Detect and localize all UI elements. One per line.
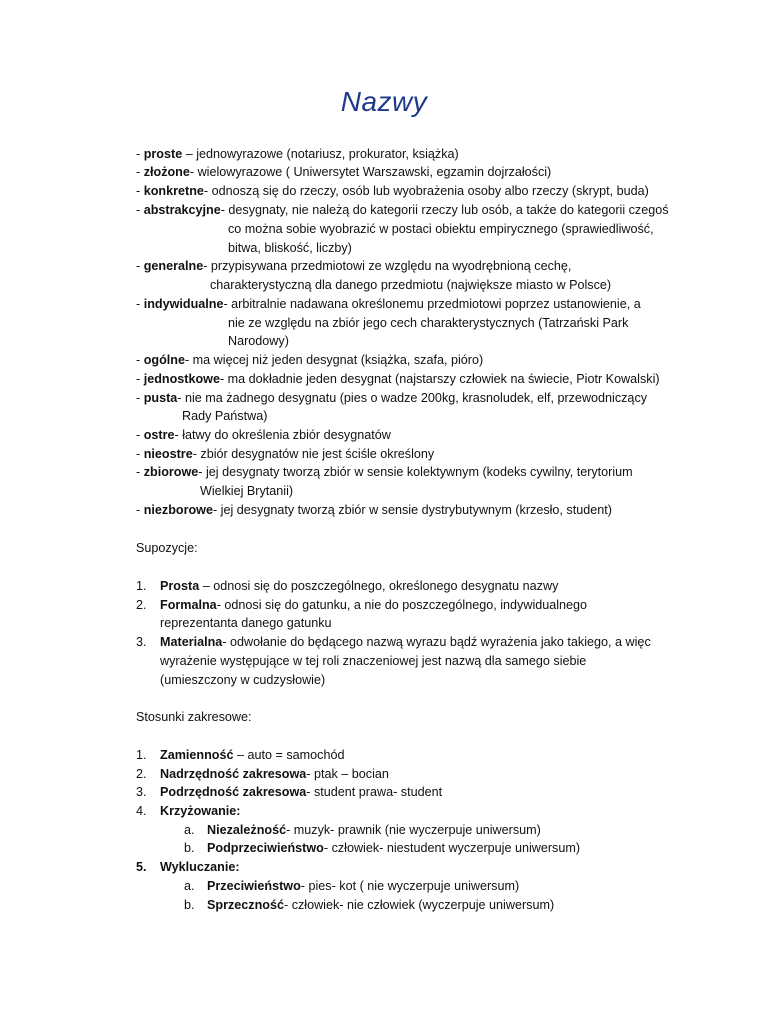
term-continuation: nie ze względu na zbiór jego cech charakterystycznych (Tatrzański Park xyxy=(228,316,629,330)
term-continuation: Narodowy) xyxy=(228,334,289,348)
sublist-letter: a. xyxy=(184,879,195,893)
item-term: Sprzeczność xyxy=(207,898,284,912)
list-number: 2. xyxy=(136,767,147,781)
list-item: Nadrzędność zakresowa- ptak – bocian xyxy=(160,767,389,781)
list-item-continuation: (umieszczony w cudzysłowie) xyxy=(160,673,326,687)
section-heading-supozycje: Supozycje: xyxy=(136,541,198,555)
term-line: - pusta- nie ma żadnego desygnatu (pies o wadze 200kg, krasnoludek, elf, przewodniczący xyxy=(136,391,648,405)
term-name: niezborowe xyxy=(143,503,213,517)
item-term: Formalna xyxy=(160,598,217,612)
term-line: - ostre- łatwy do określenia zbiór desygnatów xyxy=(136,428,391,442)
list-item: Zamienność – auto = samochód xyxy=(160,748,345,762)
item-term: Nadrzędność zakresowa xyxy=(160,767,307,781)
term-line: - jednostkowe- ma dokładnie jeden desygnat (najstarszy człowiek na świecie, Piotr Kowalski) xyxy=(136,372,660,386)
term-line: - generalne- przypisywana przedmiotowi ze względu na wyodrębnioną cechę, xyxy=(136,259,572,273)
sublist-item: Sprzeczność- człowiek- nie człowiek (wyczerpuje uniwersum) xyxy=(207,898,555,912)
term-name: konkretne xyxy=(143,184,204,198)
term-name: ogólne xyxy=(143,353,185,367)
sublist-item: Przeciwieństwo- pies- kot ( nie wyczerpuje uniwersum) xyxy=(207,879,520,893)
term-name: indywidualne xyxy=(143,297,224,311)
sublist-letter: a. xyxy=(184,823,195,837)
term-name: pusta xyxy=(143,391,178,405)
section-heading-stosunki: Stosunki zakresowe: xyxy=(136,710,252,724)
term-continuation: charakterystyczną dla danego przedmiotu (największe miasto w Polsce) xyxy=(210,278,612,292)
item-term: Zamienność xyxy=(160,748,234,762)
term-line: - indywidualne- arbitralnie nadawana określonemu przedmiotowi poprzez ustanowienie, a xyxy=(136,297,641,311)
list-item-continuation: wyrażenie występujące w tej roli znaczeniowej jest nazwą dla samego siebie xyxy=(160,654,587,668)
term-line: - nieostre- zbiór desygnatów nie jest ściśle określony xyxy=(136,447,435,461)
item-term: Przeciwieństwo xyxy=(207,879,301,893)
item-term: Krzyżowanie: xyxy=(160,804,241,818)
term-name: abstrakcyjne xyxy=(143,203,221,217)
list-item: Prosta – odnosi się do poszczególnego, określonego desygnatu nazwy xyxy=(160,579,559,593)
term-name: generalne xyxy=(143,259,204,273)
term-continuation: Wielkiej Brytanii) xyxy=(200,484,294,498)
term-name: zbiorowe xyxy=(143,465,199,479)
list-item: Formalna- odnosi się do gatunku, a nie do poszczególnego, indywidualnego xyxy=(160,598,588,612)
list-number: 1. xyxy=(136,748,147,762)
sublist-item: Niezależność- muzyk- prawnik (nie wyczerpuje uniwersum) xyxy=(207,823,541,837)
term-continuation: Rady Państwa) xyxy=(182,409,268,423)
term-line: - konkretne- odnoszą się do rzeczy, osób lub wyobrażenia osoby albo rzeczy (skrypt, buda) xyxy=(136,184,649,198)
list-item-continuation: reprezentanta danego gatunku xyxy=(160,616,332,630)
term-line: - złożone- wielowyrazowe ( Uniwersytet Warszawski, egzamin dojrzałości) xyxy=(136,165,552,179)
term-continuation: co można sobie wyobrazić w postaci obiektu empirycznego (sprawiedliwość, xyxy=(228,222,654,236)
sublist-item: Podprzeciwieństwo- człowiek- niestudent wyczerpuje uniwersum) xyxy=(207,841,581,855)
term-line: - proste – jednowyrazowe (notariusz, prokurator, książka) xyxy=(136,147,459,161)
sublist-letter: b. xyxy=(184,841,195,855)
list-number: 1. xyxy=(136,579,147,593)
item-term: Materialna xyxy=(160,635,223,649)
list-number: 3. xyxy=(136,635,147,649)
item-term: Wykluczanie: xyxy=(160,860,240,874)
list-item xyxy=(160,802,240,820)
list-item: Podrzędność zakresowa- student prawa- student xyxy=(160,785,443,799)
term-name: ostre xyxy=(143,428,175,442)
term-continuation: bitwa, bliskość, liczby) xyxy=(228,241,352,255)
term-line: - niezborowe- jej desygnaty tworzą zbiór w sensie dystrybutywnym (krzesło, student) xyxy=(136,503,612,517)
list-number: 2. xyxy=(136,598,147,612)
page-title: Nazwy xyxy=(340,86,428,117)
term-name: nieostre xyxy=(143,447,193,461)
term-line: - abstrakcyjne- desygnaty, nie należą do kategorii rzeczy lub osób, a także do kategorii czegoś xyxy=(136,203,669,217)
item-term: Podrzędność zakresowa xyxy=(160,785,307,799)
term-name: jednostkowe xyxy=(143,372,220,386)
sublist-letter: b. xyxy=(184,898,195,912)
item-term: Podprzeciwieństwo xyxy=(207,841,324,855)
item-term: Niezależność xyxy=(207,823,287,837)
term-line: - zbiorowe- jej desygnaty tworzą zbiór w sensie kolektywnym (kodeks cywilny, terytorium xyxy=(136,465,633,479)
list-item xyxy=(160,858,240,876)
list-item: Materialna- odwołanie do będącego nazwą wyrazu bądź wyrażenia jako takiego, a więc xyxy=(160,635,651,649)
term-name: proste xyxy=(143,147,183,161)
item-term: Prosta xyxy=(160,579,200,593)
list-number: 4. xyxy=(136,804,147,818)
term-name: złożone xyxy=(143,165,190,179)
list-number: 5. xyxy=(136,860,147,874)
term-line: - ogólne- ma więcej niż jeden desygnat (książka, szafa, pióro) xyxy=(136,353,484,367)
list-number: 3. xyxy=(136,785,147,799)
